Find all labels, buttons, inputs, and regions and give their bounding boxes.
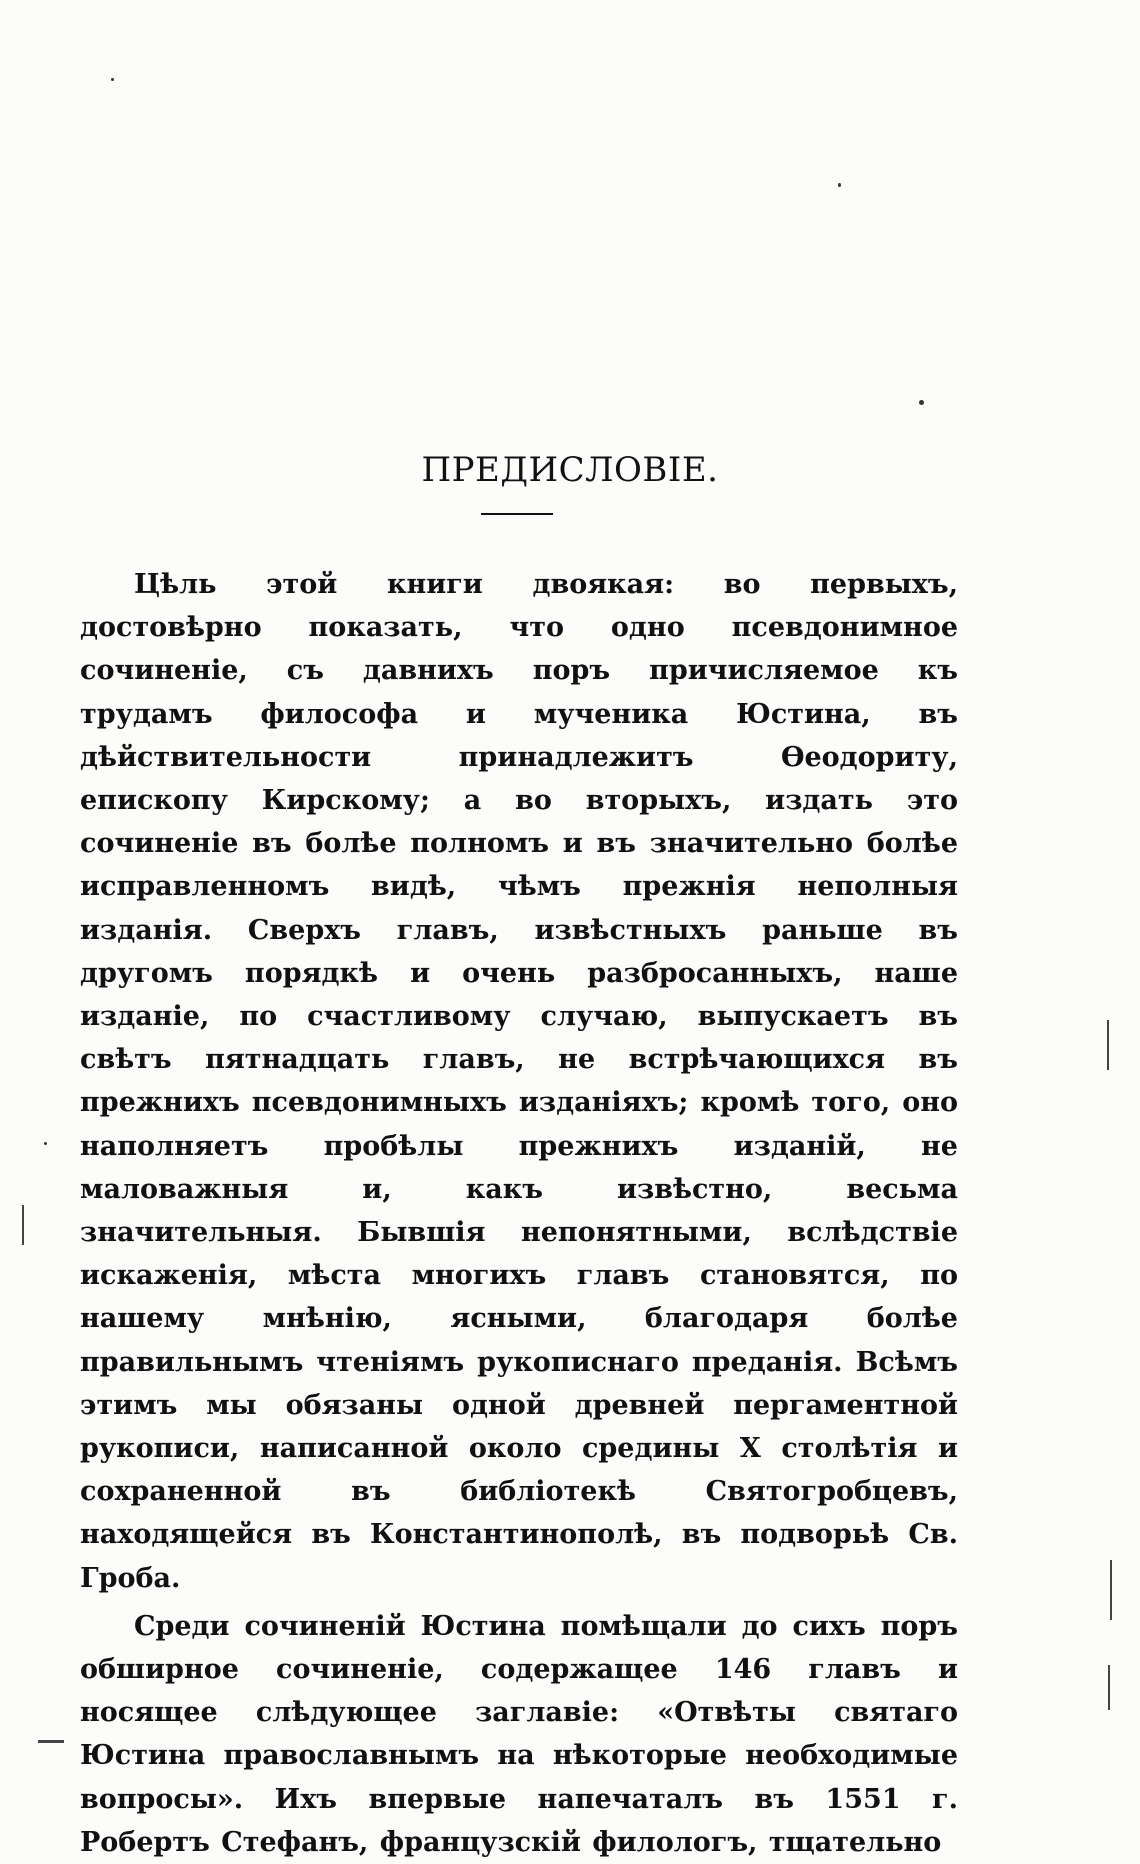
margin-mark xyxy=(22,1205,24,1245)
margin-mark xyxy=(38,1740,64,1743)
margin-mark xyxy=(1108,1665,1110,1710)
title-divider xyxy=(481,513,553,515)
page-title: ПРЕДИСЛОВІЕ. xyxy=(421,450,719,490)
scan-speck xyxy=(44,1142,47,1145)
paragraph-2: Среди сочиненій Юстина помѣщали до сихъ поръ обширное сочиненіе, содержащее 146 главъ и носящее слѣдующее заглавіе: «Отвѣты святаго Юстина православнымъ на нѣкоторые необходимые вопросы». Ихъ впервые напечаталъ въ 1551 г. Робертъ Стефанъ, французскій филологъ, тщательно xyxy=(80,1610,958,1858)
scan-speck xyxy=(111,78,114,81)
margin-mark xyxy=(1110,1560,1112,1620)
scan-speck xyxy=(919,400,924,405)
paragraph-1: Цѣль этой книги двоякая: во первыхъ, достовѣрно показать, что одно псевдонимное сочиненіе, съ давнихъ поръ причисляемое къ трудамъ философа и мученика Юстина, въ дѣйствительности принадлежитъ Ѳеодориту, епископу Кирскому; а во вторыхъ, издать это сочиненіе въ болѣе полномъ и въ значительно болѣе исправленномъ видѣ, чѣмъ прежнія неполныя изданія. Сверхъ главъ, извѣстныхъ раньше въ другомъ порядкѣ и очень разбросанныхъ, наше изданіе, по счастливому случаю, выпускаетъ въ свѣтъ пятнадцать главъ, не встрѣчающихся въ прежнихъ псевдонимныхъ изданіяхъ; кромѣ того, оно наполняетъ пробѣлы прежнихъ изданій, не маловажныя и, какъ извѣстно, весьма значительныя. Бывшія непонятными, вслѣдствіе искаженія, мѣста многихъ главъ становятся, по нашему мнѣнію, ясными, благодаря болѣе правильнымъ чтеніямъ рукописнаго преданія. Всѣмъ этимъ мы обязаны одной древней пергаментной рукописи, написанной около средины X столѣтія и сохраненной въ библіотекѣ Святогробцевъ, находящейся въ Константинополѣ, въ подворьѣ Св. Гроба. xyxy=(80,569,958,1594)
scan-speck xyxy=(838,183,841,187)
body-text xyxy=(80,563,958,1864)
margin-mark xyxy=(1107,1020,1109,1070)
